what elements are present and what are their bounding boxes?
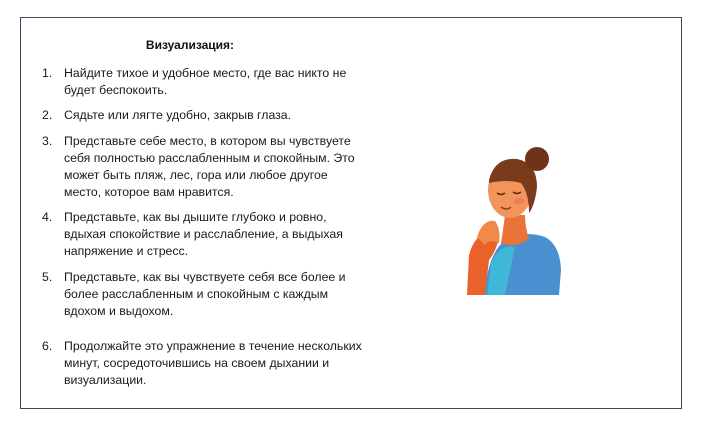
item-number: 5. [42,270,53,284]
item-text: Продолжайте это упражнение в течение нескольких минут, сосредоточившись на своем дыхании и визуализации. [64,339,362,387]
item-text: Представьте, как вы дышите глубоко и ровно, вдыхая спокойствие и расслабление, а выдыхая напряжение и стресс. [64,210,343,258]
item-text: Представьте, как вы чувствуете себя все более и более расслабленным и спокойным с каждым вдохом и выдохом. [64,270,346,318]
item-number: 4. [42,210,53,224]
relaxed-woman-illustration [455,135,565,300]
list-item [42,133,362,201]
list-item [42,209,362,260]
list-item [42,107,362,124]
item-text: Найдите тихое и удобное место, где вас никто не будет беспокоить. [64,66,347,97]
item-number: 2. [42,108,53,122]
list-item [42,269,362,320]
item-number: 1. [42,66,53,80]
item-text: Сядьте или лягте удобно, закрыв глаза. [64,108,292,122]
item-number: 3. [42,134,53,148]
list-item [42,65,362,99]
item-number: 6. [42,339,53,353]
item-text: Представьте себе место, в котором вы чувствуете себя полностью расслабленным и спокойным. Это может быть пляж, лес, гора или любое другое место, которое вам нравится. [64,134,355,199]
slide-title: Визуализация: [145,38,235,52]
list-item [42,338,362,389]
